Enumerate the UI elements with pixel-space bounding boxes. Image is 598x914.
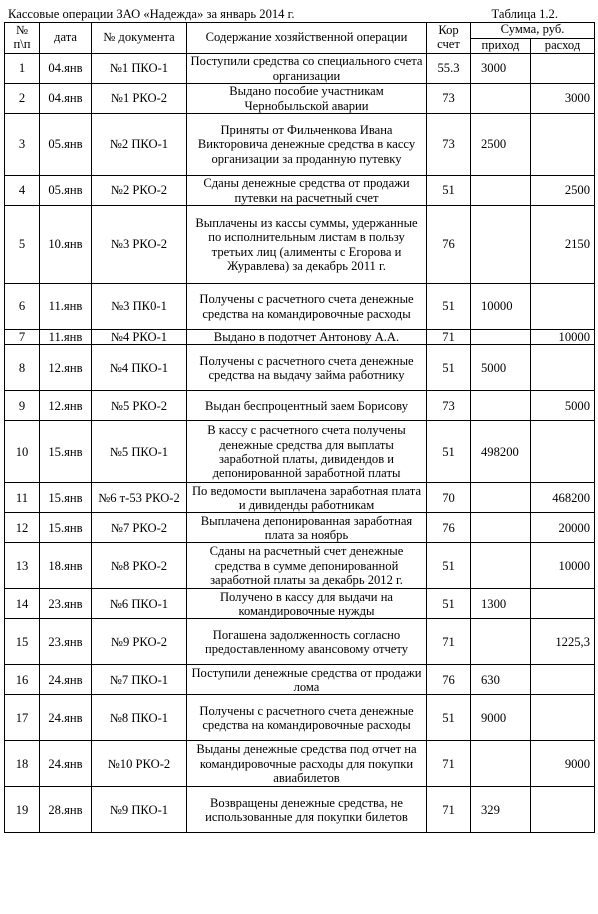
row-document: №3 РКО-2 xyxy=(92,206,187,284)
row-date: 15.янв xyxy=(40,421,92,483)
row-num: 9 xyxy=(5,391,40,421)
table-row xyxy=(5,345,595,391)
row-num: 12 xyxy=(5,513,40,543)
row-kor-account: 51 xyxy=(427,695,471,741)
table-row xyxy=(5,787,595,833)
row-num: 14 xyxy=(5,589,40,619)
table-row xyxy=(5,589,595,619)
table-row xyxy=(5,206,595,284)
row-income xyxy=(471,330,531,345)
row-date: 23.янв xyxy=(40,589,92,619)
row-expense xyxy=(531,421,595,483)
header-income: приход xyxy=(471,38,531,54)
row-date: 11.янв xyxy=(40,284,92,330)
row-expense: 3000 xyxy=(531,84,595,114)
row-income: 10000 xyxy=(471,284,531,330)
row-date: 12.янв xyxy=(40,345,92,391)
row-document: №1 ПКО-1 xyxy=(92,54,187,84)
row-content: Выданы денежные средства под отчет на командировочные расходы для покупки авиабилетов xyxy=(187,741,427,787)
table-row xyxy=(5,176,595,206)
row-num: 7 xyxy=(5,330,40,345)
table-row xyxy=(5,421,595,483)
row-kor-account: 73 xyxy=(427,391,471,421)
row-document: №7 ПКО-1 xyxy=(92,665,187,695)
row-content: Получены с расчетного счета денежные средства на выдачу займа работнику xyxy=(187,345,427,391)
row-expense: 5000 xyxy=(531,391,595,421)
row-income xyxy=(471,741,531,787)
row-document: №9 РКО-2 xyxy=(92,619,187,665)
row-kor-account: 71 xyxy=(427,330,471,345)
row-expense: 10000 xyxy=(531,543,595,589)
row-num: 3 xyxy=(5,114,40,176)
row-content: В кассу с расчетного счета получены денежные средства для выплаты заработной платы, дивидендов и депонированной заработной платы xyxy=(187,421,427,483)
document-page xyxy=(4,0,594,833)
row-document: №6 т-53 РКО-2 xyxy=(92,483,187,513)
title-row xyxy=(4,5,594,22)
row-num: 17 xyxy=(5,695,40,741)
row-expense xyxy=(531,665,595,695)
row-income xyxy=(471,513,531,543)
table-label: Таблица 1.2. xyxy=(491,7,558,21)
header-doc: № документа xyxy=(92,23,187,54)
row-date: 05.янв xyxy=(40,176,92,206)
row-kor-account: 51 xyxy=(427,589,471,619)
row-kor-account: 70 xyxy=(427,483,471,513)
row-kor-account: 71 xyxy=(427,741,471,787)
row-expense: 1225,3 xyxy=(531,619,595,665)
table-row xyxy=(5,54,595,84)
row-expense xyxy=(531,589,595,619)
table-row xyxy=(5,619,595,665)
document-title: Кассовые операции ЗАО «Надежда» за январь 2014 г. xyxy=(8,7,295,21)
row-document: №9 ПКО-1 xyxy=(92,787,187,833)
table-row xyxy=(5,391,595,421)
row-content: Выдано пособие участникам Чернобыльской аварии xyxy=(187,84,427,114)
row-content: Сданы денежные средства от продажи путевки на расчетный счет xyxy=(187,176,427,206)
row-document: №8 РКО-2 xyxy=(92,543,187,589)
row-income xyxy=(471,543,531,589)
row-kor-account: 51 xyxy=(427,345,471,391)
row-date: 15.янв xyxy=(40,483,92,513)
row-income: 630 xyxy=(471,665,531,695)
row-expense: 20000 xyxy=(531,513,595,543)
row-content: Выплачена депонированная заработная плата за ноябрь xyxy=(187,513,427,543)
table-body xyxy=(5,54,595,833)
row-date: 24.янв xyxy=(40,695,92,741)
row-expense: 468200 xyxy=(531,483,595,513)
row-date: 15.янв xyxy=(40,513,92,543)
row-date: 18.янв xyxy=(40,543,92,589)
row-content: Погашена задолженность согласно предоставленному авансовому отчету xyxy=(187,619,427,665)
row-income: 498200 xyxy=(471,421,531,483)
row-content: Сданы на расчетный счет денежные средства в сумме депонированной заработной платы за декабрь 2012 г. xyxy=(187,543,427,589)
row-document: №3 ПК0-1 xyxy=(92,284,187,330)
row-income xyxy=(471,206,531,284)
row-expense xyxy=(531,695,595,741)
row-date: 05.янв xyxy=(40,114,92,176)
row-num: 16 xyxy=(5,665,40,695)
row-date: 28.янв xyxy=(40,787,92,833)
table-row xyxy=(5,84,595,114)
table-row xyxy=(5,114,595,176)
row-income: 9000 xyxy=(471,695,531,741)
row-num: 6 xyxy=(5,284,40,330)
row-num: 4 xyxy=(5,176,40,206)
row-date: 11.янв xyxy=(40,330,92,345)
row-date: 23.янв xyxy=(40,619,92,665)
row-expense: 2500 xyxy=(531,176,595,206)
header-content: Содержание хозяйственной операции xyxy=(187,23,427,54)
row-document: №6 ПКО-1 xyxy=(92,589,187,619)
row-document: №7 РКО-2 xyxy=(92,513,187,543)
row-expense xyxy=(531,114,595,176)
header-date: дата xyxy=(40,23,92,54)
row-kor-account: 55.3 xyxy=(427,54,471,84)
table-row xyxy=(5,330,595,345)
row-date: 24.янв xyxy=(40,741,92,787)
header-sum: Сумма, руб. xyxy=(471,23,595,39)
row-kor-account: 73 xyxy=(427,114,471,176)
row-income: 3000 xyxy=(471,54,531,84)
row-document: №2 РКО-2 xyxy=(92,176,187,206)
row-num: 1 xyxy=(5,54,40,84)
row-income xyxy=(471,483,531,513)
row-expense: 10000 xyxy=(531,330,595,345)
row-document: №8 ПКО-1 xyxy=(92,695,187,741)
header-kor: Кор счет xyxy=(427,23,471,54)
row-content: Приняты от Фильченкова Ивана Викторовича денежные средства в кассу организации за проданную путевку xyxy=(187,114,427,176)
row-kor-account: 76 xyxy=(427,513,471,543)
row-content: Получены с расчетного счета денежные средства на командировочные расходы xyxy=(187,695,427,741)
row-num: 5 xyxy=(5,206,40,284)
table-row xyxy=(5,483,595,513)
row-kor-account: 76 xyxy=(427,206,471,284)
row-num: 2 xyxy=(5,84,40,114)
row-content: Выдано в подотчет Антонову А.А. xyxy=(187,330,427,345)
row-document: №2 ПКО-1 xyxy=(92,114,187,176)
row-num: 8 xyxy=(5,345,40,391)
table-row xyxy=(5,665,595,695)
row-content: Выплачены из кассы суммы, удержанные по исполнительным листам в пользу третьих лиц (алименты с Егорова и Журавлева) за декабрь 2011 г. xyxy=(187,206,427,284)
table-row xyxy=(5,284,595,330)
row-kor-account: 51 xyxy=(427,176,471,206)
row-income xyxy=(471,391,531,421)
row-expense xyxy=(531,345,595,391)
header-expense: расход xyxy=(531,38,595,54)
row-num: 11 xyxy=(5,483,40,513)
row-document: №5 ПКО-1 xyxy=(92,421,187,483)
row-expense: 9000 xyxy=(531,741,595,787)
row-kor-account: 51 xyxy=(427,284,471,330)
row-num: 10 xyxy=(5,421,40,483)
cash-operations-table xyxy=(4,22,595,833)
row-expense xyxy=(531,284,595,330)
row-kor-account: 71 xyxy=(427,619,471,665)
row-document: №5 РКО-2 xyxy=(92,391,187,421)
row-num: 18 xyxy=(5,741,40,787)
row-income: 5000 xyxy=(471,345,531,391)
row-expense: 2150 xyxy=(531,206,595,284)
row-expense xyxy=(531,54,595,84)
row-date: 04.янв xyxy=(40,84,92,114)
row-content: Получены с расчетного счета денежные средства на командировочные расходы xyxy=(187,284,427,330)
row-document: №4 РКО-1 xyxy=(92,330,187,345)
row-income xyxy=(471,176,531,206)
row-num: 13 xyxy=(5,543,40,589)
table-row xyxy=(5,741,595,787)
row-kor-account: 71 xyxy=(427,787,471,833)
row-num: 19 xyxy=(5,787,40,833)
row-kor-account: 73 xyxy=(427,84,471,114)
row-income xyxy=(471,84,531,114)
row-kor-account: 76 xyxy=(427,665,471,695)
row-income: 329 xyxy=(471,787,531,833)
row-content: Выдан беспроцентный заем Борисову xyxy=(187,391,427,421)
row-document: №4 ПКО-1 xyxy=(92,345,187,391)
header-num: № п\п xyxy=(5,23,40,54)
row-income xyxy=(471,619,531,665)
table-row xyxy=(5,695,595,741)
row-date: 04.янв xyxy=(40,54,92,84)
row-income: 2500 xyxy=(471,114,531,176)
row-expense xyxy=(531,787,595,833)
table-row xyxy=(5,543,595,589)
header-row xyxy=(5,23,595,39)
row-content: Получено в кассу для выдачи на командировочные нужды xyxy=(187,589,427,619)
row-date: 24.янв xyxy=(40,665,92,695)
row-document: №1 РКО-2 xyxy=(92,84,187,114)
row-content: Поступили денежные средства от продажи лома xyxy=(187,665,427,695)
row-date: 10.янв xyxy=(40,206,92,284)
row-kor-account: 51 xyxy=(427,543,471,589)
row-content: Поступили средства со специального счета организации xyxy=(187,54,427,84)
row-income: 1300 xyxy=(471,589,531,619)
row-content: Возвращены денежные средства, не использованные для покупки билетов xyxy=(187,787,427,833)
row-num: 15 xyxy=(5,619,40,665)
row-document: №10 РКО-2 xyxy=(92,741,187,787)
table-row xyxy=(5,513,595,543)
row-content: По ведомости выплачена заработная плата и дивиденды работникам xyxy=(187,483,427,513)
row-date: 12.янв xyxy=(40,391,92,421)
row-kor-account: 51 xyxy=(427,421,471,483)
